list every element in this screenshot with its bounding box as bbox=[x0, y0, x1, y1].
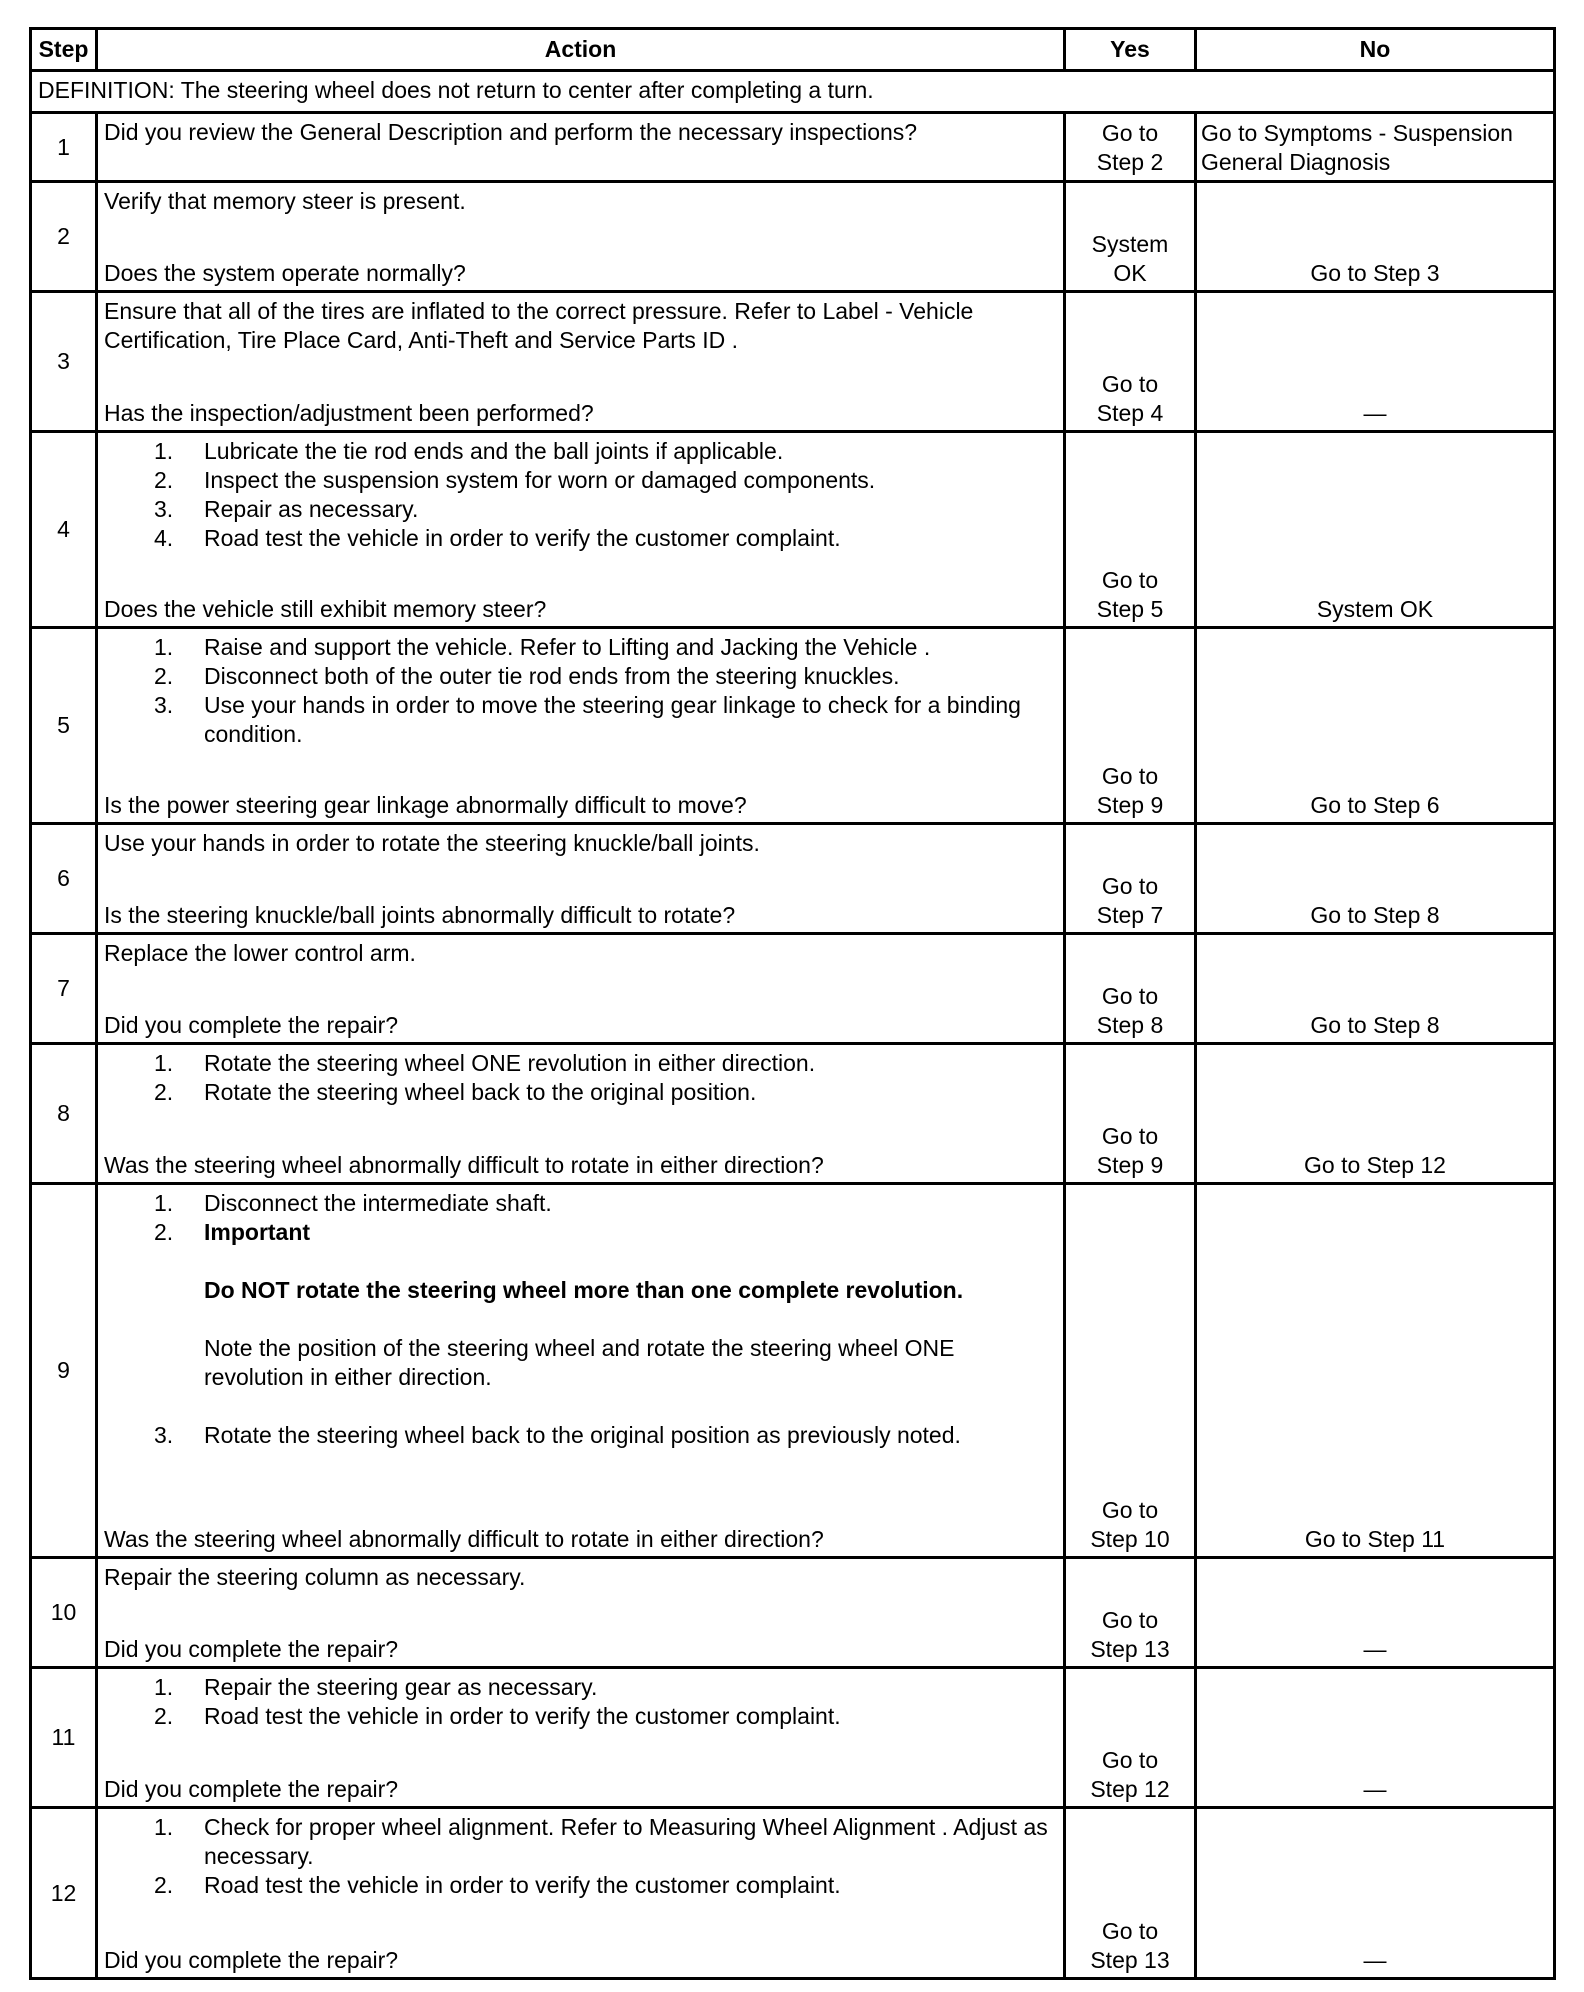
question-text: Did you complete the repair? bbox=[104, 1636, 399, 1662]
no-cell bbox=[1196, 1808, 1555, 1979]
action-cell bbox=[97, 934, 1065, 1044]
yes-text: Go to bbox=[1101, 1123, 1159, 1149]
yes-text: Go to bbox=[1101, 1747, 1159, 1773]
definition-row bbox=[31, 71, 1555, 113]
step-row bbox=[31, 628, 1555, 824]
list-number: 2. bbox=[154, 467, 174, 493]
step-number: 3 bbox=[31, 292, 97, 432]
step-number: 6 bbox=[31, 824, 97, 934]
no-text: — bbox=[1363, 1776, 1387, 1802]
action-cell bbox=[97, 432, 1065, 628]
list-item bbox=[104, 1813, 1057, 1871]
list-text: Rotate the steering wheel back to the original position. bbox=[204, 1079, 757, 1105]
numbered-list bbox=[104, 1049, 1057, 1107]
no-cell bbox=[1196, 1558, 1555, 1668]
yes-cell bbox=[1065, 1558, 1196, 1668]
action-cell bbox=[97, 1668, 1065, 1808]
note-text: Note the position of the steering wheel and rotate the steering wheel ONE revolution in either direction. bbox=[204, 1335, 955, 1390]
spacer bbox=[104, 1305, 1057, 1334]
instruction-text: Verify that memory steer is present. bbox=[104, 188, 466, 214]
no-text: Go to Step 11 bbox=[1304, 1526, 1446, 1552]
step-row bbox=[31, 1808, 1555, 1979]
no-text: — bbox=[1363, 1636, 1387, 1662]
yes-text: OK bbox=[1113, 260, 1147, 286]
instruction-text: Use your hands in order to rotate the steering knuckle/ball joints. bbox=[104, 830, 760, 856]
list-text: Inspect the suspension system for worn or damaged components. bbox=[204, 467, 876, 493]
header-yes: Yes bbox=[1065, 29, 1196, 71]
question-text: Does the system operate normally? bbox=[104, 260, 466, 286]
instruction-text: Repair the steering column as necessary. bbox=[104, 1564, 526, 1590]
yes-text: Step 9 bbox=[1096, 1152, 1164, 1178]
no-cell bbox=[1196, 113, 1555, 182]
list-number: 4. bbox=[154, 525, 174, 551]
yes-text: Step 5 bbox=[1096, 596, 1164, 622]
yes-text: Step 13 bbox=[1090, 1947, 1170, 1973]
yes-text: Step 2 bbox=[1096, 149, 1164, 175]
step-number: 2 bbox=[31, 182, 97, 292]
header-action: Action bbox=[97, 29, 1065, 71]
list-text: Road test the vehicle in order to verify the customer complaint. bbox=[204, 525, 841, 551]
yes-text: Step 9 bbox=[1096, 792, 1164, 818]
question-text: Does the vehicle still exhibit memory steer? bbox=[104, 596, 547, 622]
numbered-list bbox=[104, 633, 1057, 749]
numbered-list bbox=[104, 1813, 1057, 1900]
list-item bbox=[104, 1218, 1057, 1247]
step-row bbox=[31, 182, 1555, 292]
no-cell bbox=[1196, 824, 1555, 934]
no-cell bbox=[1196, 1044, 1555, 1184]
list-item bbox=[104, 1702, 1057, 1731]
step-number: 9 bbox=[31, 1184, 97, 1558]
yes-text: Step 12 bbox=[1090, 1776, 1170, 1802]
numbered-list bbox=[104, 1189, 1057, 1450]
list-item bbox=[104, 466, 1057, 495]
step-row bbox=[31, 113, 1555, 182]
question-text: Did you review the General Description and perform the necessary inspections? bbox=[104, 119, 918, 145]
no-text: Go to Step 12 bbox=[1304, 1152, 1446, 1178]
list-item bbox=[104, 1049, 1057, 1078]
no-cell bbox=[1196, 1184, 1555, 1558]
action-cell bbox=[97, 1558, 1065, 1668]
step-number: 12 bbox=[31, 1808, 97, 1979]
yes-text: Step 8 bbox=[1096, 1012, 1164, 1038]
yes-text: Go to bbox=[1101, 873, 1159, 899]
list-text: Repair the steering gear as necessary. bbox=[204, 1674, 598, 1700]
list-number: 2. bbox=[154, 1703, 174, 1729]
step-number: 4 bbox=[31, 432, 97, 628]
step-row bbox=[31, 1184, 1555, 1558]
list-item bbox=[104, 437, 1057, 466]
action-cell bbox=[97, 113, 1065, 182]
list-text: Important bbox=[204, 1219, 311, 1245]
step-number: 10 bbox=[31, 1558, 97, 1668]
yes-cell bbox=[1065, 292, 1196, 432]
yes-text: Go to bbox=[1101, 1918, 1159, 1944]
list-item bbox=[104, 1871, 1057, 1900]
action-cell bbox=[97, 628, 1065, 824]
no-text: System OK bbox=[1316, 596, 1434, 622]
question-text: Is the power steering gear linkage abnormally difficult to move? bbox=[104, 792, 747, 818]
yes-cell bbox=[1065, 1184, 1196, 1558]
question-text: Did you complete the repair? bbox=[104, 1012, 399, 1038]
list-number: 1. bbox=[154, 1050, 174, 1076]
no-text: — bbox=[1363, 1947, 1387, 1973]
list-number: 2. bbox=[154, 1872, 174, 1898]
action-cell bbox=[97, 182, 1065, 292]
no-text: Go to Step 8 bbox=[1310, 902, 1440, 928]
yes-cell bbox=[1065, 1808, 1196, 1979]
list-item bbox=[104, 524, 1057, 553]
header-step: Step bbox=[31, 29, 97, 71]
step-row bbox=[31, 432, 1555, 628]
spacer bbox=[104, 1392, 1057, 1421]
list-number: 3. bbox=[154, 1422, 174, 1448]
warning-text: Do NOT rotate the steering wheel more than one complete revolution. bbox=[204, 1277, 964, 1303]
action-cell bbox=[97, 1184, 1065, 1558]
yes-cell bbox=[1065, 1044, 1196, 1184]
list-number: 3. bbox=[154, 496, 174, 522]
instruction-text: Replace the lower control arm. bbox=[104, 940, 416, 966]
list-number: 2. bbox=[154, 1079, 174, 1105]
yes-text: Go to bbox=[1101, 567, 1159, 593]
definition-text: DEFINITION: The steering wheel does not return to center after completing a turn. bbox=[31, 71, 1555, 113]
yes-text: Step 10 bbox=[1090, 1526, 1170, 1552]
step-number: 1 bbox=[31, 113, 97, 182]
list-item bbox=[104, 495, 1057, 524]
list-text: Disconnect the intermediate shaft. bbox=[204, 1190, 552, 1216]
yes-text: Step 13 bbox=[1090, 1636, 1170, 1662]
list-text: Rotate the steering wheel back to the original position as previously noted. bbox=[204, 1422, 961, 1448]
yes-cell bbox=[1065, 182, 1196, 292]
yes-text: Go to bbox=[1101, 120, 1159, 146]
no-text: Go to Symptoms - Suspension bbox=[1201, 120, 1513, 146]
yes-text: Go to bbox=[1101, 371, 1159, 397]
list-number: 3. bbox=[154, 692, 174, 718]
list-item bbox=[104, 1421, 1057, 1450]
list-number: 1. bbox=[154, 1674, 174, 1700]
no-text: Go to Step 3 bbox=[1310, 260, 1440, 286]
note-item bbox=[104, 1334, 1057, 1392]
yes-text: System bbox=[1091, 231, 1169, 257]
action-cell bbox=[97, 824, 1065, 934]
action-cell bbox=[97, 292, 1065, 432]
list-text: Road test the vehicle in order to verify the customer complaint. bbox=[204, 1703, 841, 1729]
no-cell bbox=[1196, 292, 1555, 432]
no-cell bbox=[1196, 934, 1555, 1044]
yes-cell bbox=[1065, 1668, 1196, 1808]
yes-cell bbox=[1065, 628, 1196, 824]
no-text: General Diagnosis bbox=[1201, 149, 1391, 175]
question-text: Did you complete the repair? bbox=[104, 1947, 399, 1973]
list-text: Lubricate the tie rod ends and the ball joints if applicable. bbox=[204, 438, 784, 464]
list-number: 1. bbox=[154, 438, 174, 464]
list-item bbox=[104, 662, 1057, 691]
list-text: Use your hands in order to move the steering gear linkage to check for a binding condition. bbox=[204, 692, 1021, 747]
header-no: No bbox=[1196, 29, 1555, 71]
yes-text: Go to bbox=[1101, 763, 1159, 789]
yes-cell bbox=[1065, 934, 1196, 1044]
yes-text: Go to bbox=[1101, 1607, 1159, 1633]
list-text: Repair as necessary. bbox=[204, 496, 419, 522]
list-number: 1. bbox=[154, 1190, 174, 1216]
numbered-list bbox=[104, 1673, 1057, 1731]
action-cell bbox=[97, 1808, 1065, 1979]
no-text: — bbox=[1363, 400, 1387, 426]
yes-cell bbox=[1065, 824, 1196, 934]
step-row bbox=[31, 292, 1555, 432]
no-text: Go to Step 6 bbox=[1310, 792, 1440, 818]
step-row bbox=[31, 824, 1555, 934]
list-item bbox=[104, 691, 1057, 749]
step-number: 5 bbox=[31, 628, 97, 824]
question-text: Did you complete the repair? bbox=[104, 1776, 399, 1802]
list-text: Check for proper wheel alignment. Refer to Measuring Wheel Alignment . Adjust as necessary. bbox=[204, 1814, 1048, 1869]
question-text: Has the inspection/adjustment been performed? bbox=[104, 400, 594, 426]
no-cell bbox=[1196, 432, 1555, 628]
instruction-text: Ensure that all of the tires are inflated to the correct pressure. Refer to Label - Vehicle Certification, Tire Place Card, Anti-Theft and Service Parts ID . bbox=[104, 298, 974, 353]
question-text: Was the steering wheel abnormally difficult to rotate in either direction? bbox=[104, 1152, 824, 1178]
yes-text: Go to bbox=[1101, 983, 1159, 1009]
no-cell bbox=[1196, 1668, 1555, 1808]
list-text: Raise and support the vehicle. Refer to Lifting and Jacking the Vehicle . bbox=[204, 634, 931, 660]
list-item bbox=[104, 1078, 1057, 1107]
warning-item bbox=[104, 1276, 1057, 1305]
question-text: Was the steering wheel abnormally difficult to rotate in either direction? bbox=[104, 1526, 824, 1552]
list-number: 2. bbox=[154, 1219, 174, 1245]
step-row bbox=[31, 1668, 1555, 1808]
no-cell bbox=[1196, 628, 1555, 824]
list-text: Disconnect both of the outer tie rod ends from the steering knuckles. bbox=[204, 663, 900, 689]
yes-cell bbox=[1065, 432, 1196, 628]
diagnostic-table bbox=[29, 27, 1556, 1980]
no-text: Go to Step 8 bbox=[1310, 1012, 1440, 1038]
spacer bbox=[104, 1247, 1057, 1276]
list-number: 1. bbox=[154, 634, 174, 660]
step-number: 7 bbox=[31, 934, 97, 1044]
question-text: Is the steering knuckle/ball joints abnormally difficult to rotate? bbox=[104, 902, 736, 928]
list-text: Road test the vehicle in order to verify the customer complaint. bbox=[204, 1872, 841, 1898]
list-item bbox=[104, 633, 1057, 662]
step-row bbox=[31, 1044, 1555, 1184]
list-item bbox=[104, 1189, 1057, 1218]
step-number: 11 bbox=[31, 1668, 97, 1808]
action-cell bbox=[97, 1044, 1065, 1184]
yes-text: Step 4 bbox=[1096, 400, 1164, 426]
step-row bbox=[31, 934, 1555, 1044]
step-number: 8 bbox=[31, 1044, 97, 1184]
step-row bbox=[31, 1558, 1555, 1668]
list-number: 1. bbox=[154, 1814, 174, 1840]
yes-text: Step 7 bbox=[1096, 902, 1164, 928]
yes-text: Go to bbox=[1101, 1497, 1159, 1523]
list-item bbox=[104, 1673, 1057, 1702]
no-cell bbox=[1196, 182, 1555, 292]
list-number: 2. bbox=[154, 663, 174, 689]
yes-cell bbox=[1065, 113, 1196, 182]
list-text: Rotate the steering wheel ONE revolution in either direction. bbox=[204, 1050, 816, 1076]
numbered-list bbox=[104, 437, 1057, 553]
header-row bbox=[31, 29, 1555, 71]
